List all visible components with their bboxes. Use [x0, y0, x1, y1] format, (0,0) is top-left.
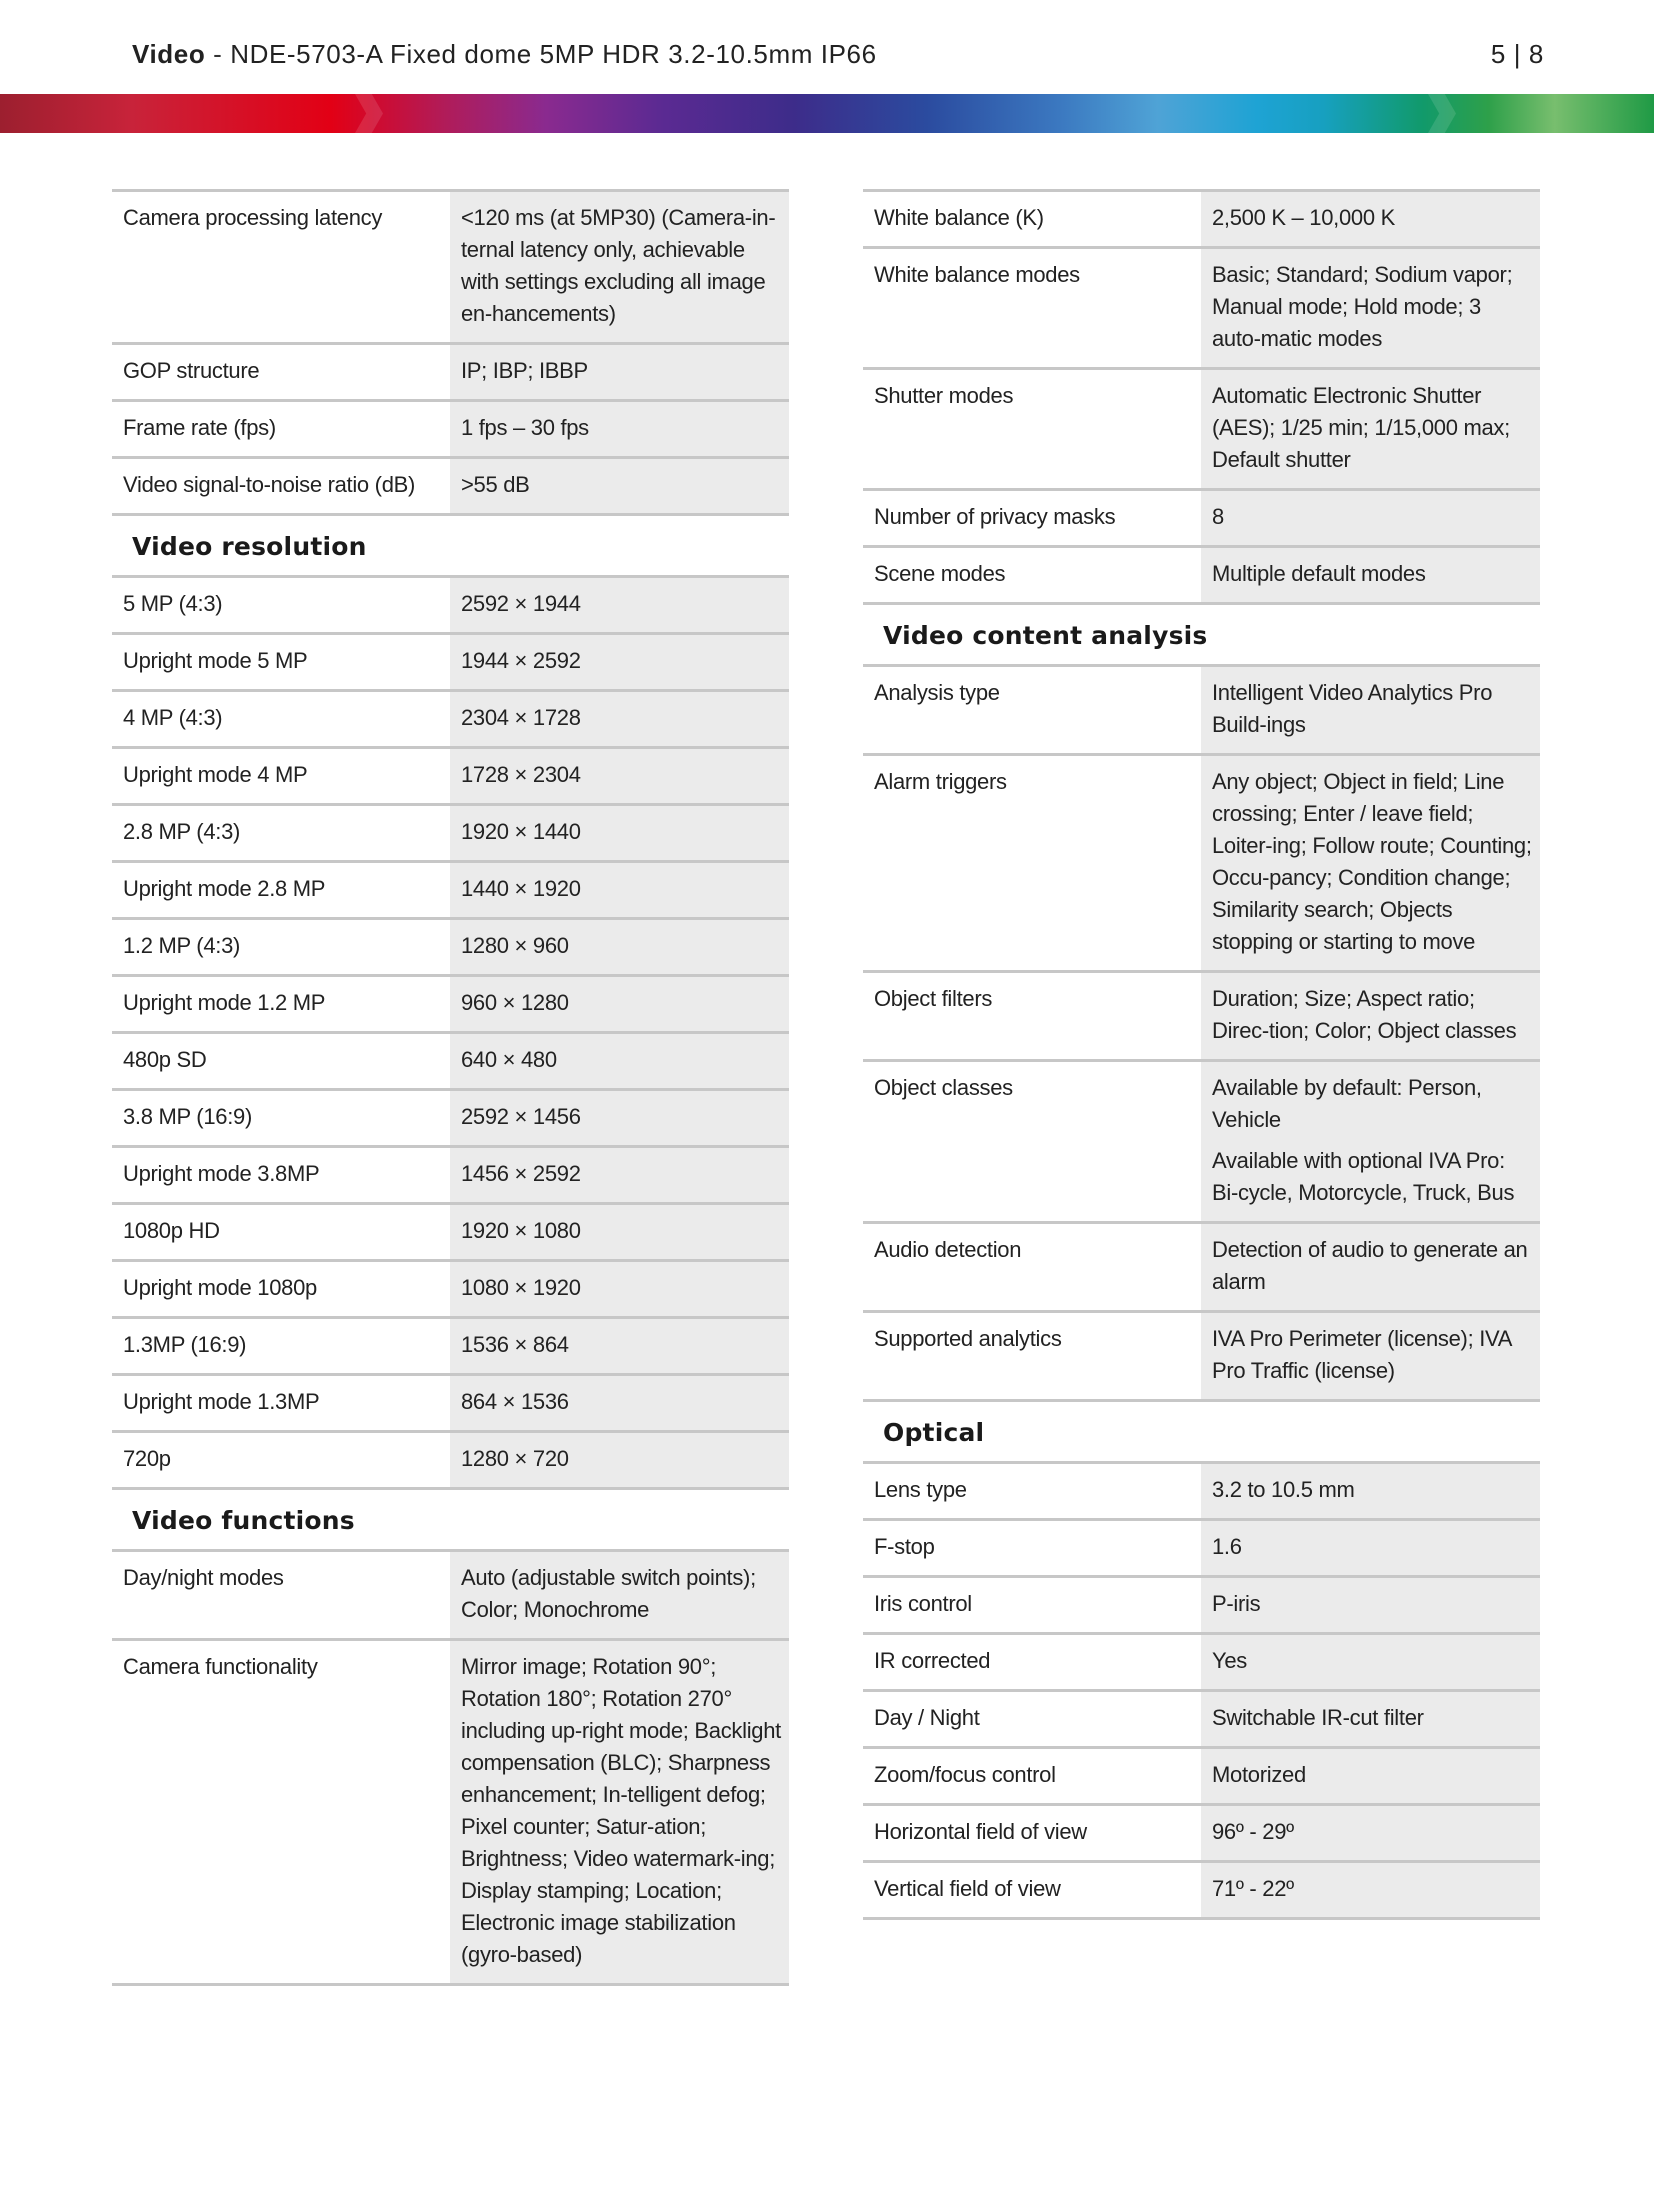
right-spec-column — [863, 189, 1540, 1920]
spec-row — [112, 746, 789, 803]
spec-row — [863, 1860, 1540, 1917]
spec-value: 1.6 — [1201, 1521, 1540, 1575]
spec-value: 960 × 1280 — [450, 977, 789, 1031]
spec-row — [863, 545, 1540, 602]
spec-label: 3.8 MP (16:9) — [123, 1104, 252, 1129]
spec-label: Upright mode 1080p — [123, 1275, 317, 1300]
spec-value: Basic; Standard; Sodium vapor; Manual mode; Hold mode; 3 auto-matic modes — [1201, 249, 1540, 367]
spec-label: Frame rate (fps) — [123, 415, 276, 440]
spec-value: 1280 × 960 — [450, 920, 789, 974]
spec-label: Supported analytics — [874, 1326, 1062, 1351]
spec-row — [863, 1518, 1540, 1575]
spec-label: Alarm triggers — [874, 769, 1007, 794]
spec-label: Day/night modes — [123, 1565, 284, 1590]
spec-label: Upright mode 5 MP — [123, 648, 308, 673]
document-title — [132, 39, 877, 70]
spec-value: 1280 × 720 — [450, 1433, 789, 1487]
spec-value: 640 × 480 — [450, 1034, 789, 1088]
spec-label: Number of privacy masks — [874, 504, 1116, 529]
spec-value: Automatic Electronic Shutter (AES); 1/25 min; 1/15,000 max; Default shutter — [1201, 370, 1540, 488]
spec-value: 71º - 22º — [1201, 1863, 1540, 1917]
spec-row — [863, 367, 1540, 488]
spec-label: Video signal-to-noise ratio (dB) — [123, 472, 416, 497]
spec-label: 4 MP (4:3) — [123, 705, 223, 730]
spec-value: <120 ms (at 5MP30) (Camera-in-ternal latency only, achievable with settings excluding all image en-hancements) — [450, 192, 789, 342]
spec-label: 1.3MP (16:9) — [123, 1332, 247, 1357]
spec-value: 2304 × 1728 — [450, 692, 789, 746]
brand-color-bar — [0, 94, 1654, 133]
spec-label: Upright mode 1.2 MP — [123, 990, 326, 1015]
spec-label: Upright mode 1.3MP — [123, 1389, 320, 1414]
spec-label: 720p — [123, 1446, 171, 1471]
spec-label: Audio detection — [874, 1237, 1022, 1262]
spec-label: Iris control — [874, 1591, 972, 1616]
spec-label: 480p SD — [123, 1047, 207, 1072]
spec-value: Mirror image; Rotation 90°; Rotation 180°; Rotation 270° including up-right mode; Backlight compensation (BLC); Sharpness enhancement; In-telligent defog; Pixel counter; Satur-ation; Brightness; Video watermark-ing; Display stamping; Location; Electronic image stabilization (gyro-based) — [450, 1641, 789, 1983]
spec-value: P-iris — [1201, 1578, 1540, 1632]
spec-row — [112, 1259, 789, 1316]
section-heading-video-functions: Video functions — [132, 1506, 355, 1535]
header-product: NDE-5703-A Fixed dome 5MP HDR 3.2-10.5mm IP66 — [230, 38, 877, 69]
spec-row — [112, 399, 789, 456]
spec-value: 2592 × 1944 — [450, 578, 789, 632]
spec-row — [112, 1031, 789, 1088]
spec-row — [112, 575, 789, 632]
header-category: Video — [132, 38, 206, 69]
spec-value: 1944 × 2592 — [450, 635, 789, 689]
spec-label: Analysis type — [874, 680, 1000, 705]
spec-label: Camera functionality — [123, 1654, 318, 1679]
spec-row — [863, 1689, 1540, 1746]
spec-table-video-resolution — [112, 575, 789, 1487]
spec-label: Camera processing latency — [123, 205, 383, 230]
spec-value: 1440 × 1920 — [450, 863, 789, 917]
header-separator: - — [205, 38, 231, 69]
spec-row — [112, 917, 789, 974]
spec-label: Upright mode 2.8 MP — [123, 876, 326, 901]
spec-table-video-functions — [112, 1549, 789, 1983]
spec-value: 8 — [1201, 491, 1540, 545]
spec-value: >55 dB — [450, 459, 789, 513]
spec-value: 1920 × 1440 — [450, 806, 789, 860]
spec-row — [112, 632, 789, 689]
spec-value-group — [1201, 1062, 1540, 1221]
spec-label: Day / Night — [874, 1705, 980, 1730]
spec-value: 2592 × 1456 — [450, 1091, 789, 1145]
spec-label: Object filters — [874, 986, 993, 1011]
spec-row — [112, 1430, 789, 1487]
spec-value: Auto (adjustable switch points); Color; Monochrome — [450, 1552, 789, 1638]
spec-row — [863, 1746, 1540, 1803]
section-heading-video-resolution: Video resolution — [132, 532, 367, 561]
spec-value: 2,500 K – 10,000 K — [1201, 192, 1540, 246]
spec-row — [112, 860, 789, 917]
spec-label: Shutter modes — [874, 383, 1014, 408]
spec-value: IVA Pro Perimeter (license); IVA Pro Traffic (license) — [1201, 1313, 1540, 1399]
spec-row — [863, 488, 1540, 545]
spec-value: Available by default: Person, Vehicle — [1212, 1075, 1482, 1132]
spec-table-general — [112, 189, 789, 513]
spec-row — [112, 342, 789, 399]
section-heading-video-content-analysis: Video content analysis — [883, 621, 1208, 650]
spec-value: Any object; Object in field; Line crossing; Enter / leave field; Loiter-ing; Follow route; Counting; Occu-pancy; Condition change; Similarity search; Objects stopping or starting to move — [1201, 756, 1540, 970]
spec-value: 1536 × 864 — [450, 1319, 789, 1373]
spec-row — [112, 1638, 789, 1983]
spec-row — [863, 1059, 1540, 1221]
spec-value: 1920 × 1080 — [450, 1205, 789, 1259]
spec-row — [112, 1088, 789, 1145]
spec-value: 1456 × 2592 — [450, 1148, 789, 1202]
spec-label: Horizontal field of view — [874, 1819, 1087, 1844]
spec-row — [112, 1316, 789, 1373]
spec-label: GOP structure — [123, 358, 260, 383]
spec-row — [863, 1310, 1540, 1399]
spec-label: White balance (K) — [874, 205, 1044, 230]
spec-row — [863, 246, 1540, 367]
spec-row — [863, 1632, 1540, 1689]
spec-value: 1 fps – 30 fps — [450, 402, 789, 456]
spec-label: F-stop — [874, 1534, 935, 1559]
spec-label: Upright mode 4 MP — [123, 762, 308, 787]
section-heading-optical: Optical — [883, 1418, 985, 1447]
spec-row — [863, 1575, 1540, 1632]
spec-label: Object classes — [874, 1075, 1013, 1100]
spec-row — [112, 1373, 789, 1430]
spec-table-video-content-analysis — [863, 664, 1540, 1399]
spec-label: White balance modes — [874, 262, 1080, 287]
spec-row — [112, 689, 789, 746]
spec-value: Multiple default modes — [1201, 548, 1540, 602]
spec-label: 5 MP (4:3) — [123, 591, 223, 616]
spec-value: Available with optional IVA Pro: Bi-cycle, Motorcycle, Truck, Bus — [1212, 1148, 1515, 1205]
spec-row — [112, 1202, 789, 1259]
spec-row — [112, 974, 789, 1031]
spec-value: 3.2 to 10.5 mm — [1201, 1464, 1540, 1518]
spec-table-optical — [863, 1461, 1540, 1917]
spec-table-image — [863, 189, 1540, 602]
spec-label: Upright mode 3.8MP — [123, 1161, 320, 1186]
spec-row — [863, 664, 1540, 753]
spec-row — [112, 1549, 789, 1638]
spec-label: 1.2 MP (4:3) — [123, 933, 241, 958]
spec-row — [863, 970, 1540, 1059]
left-spec-column — [112, 189, 789, 1986]
spec-value: 864 × 1536 — [450, 1376, 789, 1430]
spec-label: Zoom/focus control — [874, 1762, 1056, 1787]
spec-value: Detection of audio to generate an alarm — [1201, 1224, 1540, 1310]
spec-value: IP; IBP; IBBP — [450, 345, 789, 399]
spec-value: Duration; Size; Aspect ratio; Direc-tion; Color; Object classes — [1201, 973, 1540, 1059]
spec-label: 2.8 MP (4:3) — [123, 819, 241, 844]
spec-value: 96º - 29º — [1201, 1806, 1540, 1860]
spec-row — [863, 1803, 1540, 1860]
spec-row — [863, 1461, 1540, 1518]
spec-row — [112, 803, 789, 860]
spec-row — [863, 753, 1540, 970]
page-number: 5 | 8 — [1490, 38, 1544, 69]
spec-label: Lens type — [874, 1477, 967, 1502]
spec-row — [112, 1145, 789, 1202]
page-header — [132, 34, 1544, 74]
spec-value: Switchable IR-cut filter — [1201, 1692, 1540, 1746]
spec-label: Vertical field of view — [874, 1876, 1061, 1901]
spec-label: IR corrected — [874, 1648, 991, 1673]
spec-value: Motorized — [1201, 1749, 1540, 1803]
spec-value: 1080 × 1920 — [450, 1262, 789, 1316]
spec-row — [863, 1221, 1540, 1310]
spec-value: Intelligent Video Analytics Pro Build-ings — [1201, 667, 1540, 753]
spec-row — [112, 189, 789, 342]
spec-value: Yes — [1201, 1635, 1540, 1689]
spec-label: Scene modes — [874, 561, 1006, 586]
spec-label: 1080p HD — [123, 1218, 220, 1243]
spec-value: 1728 × 2304 — [450, 749, 789, 803]
spec-row — [863, 189, 1540, 246]
spec-row — [112, 456, 789, 513]
